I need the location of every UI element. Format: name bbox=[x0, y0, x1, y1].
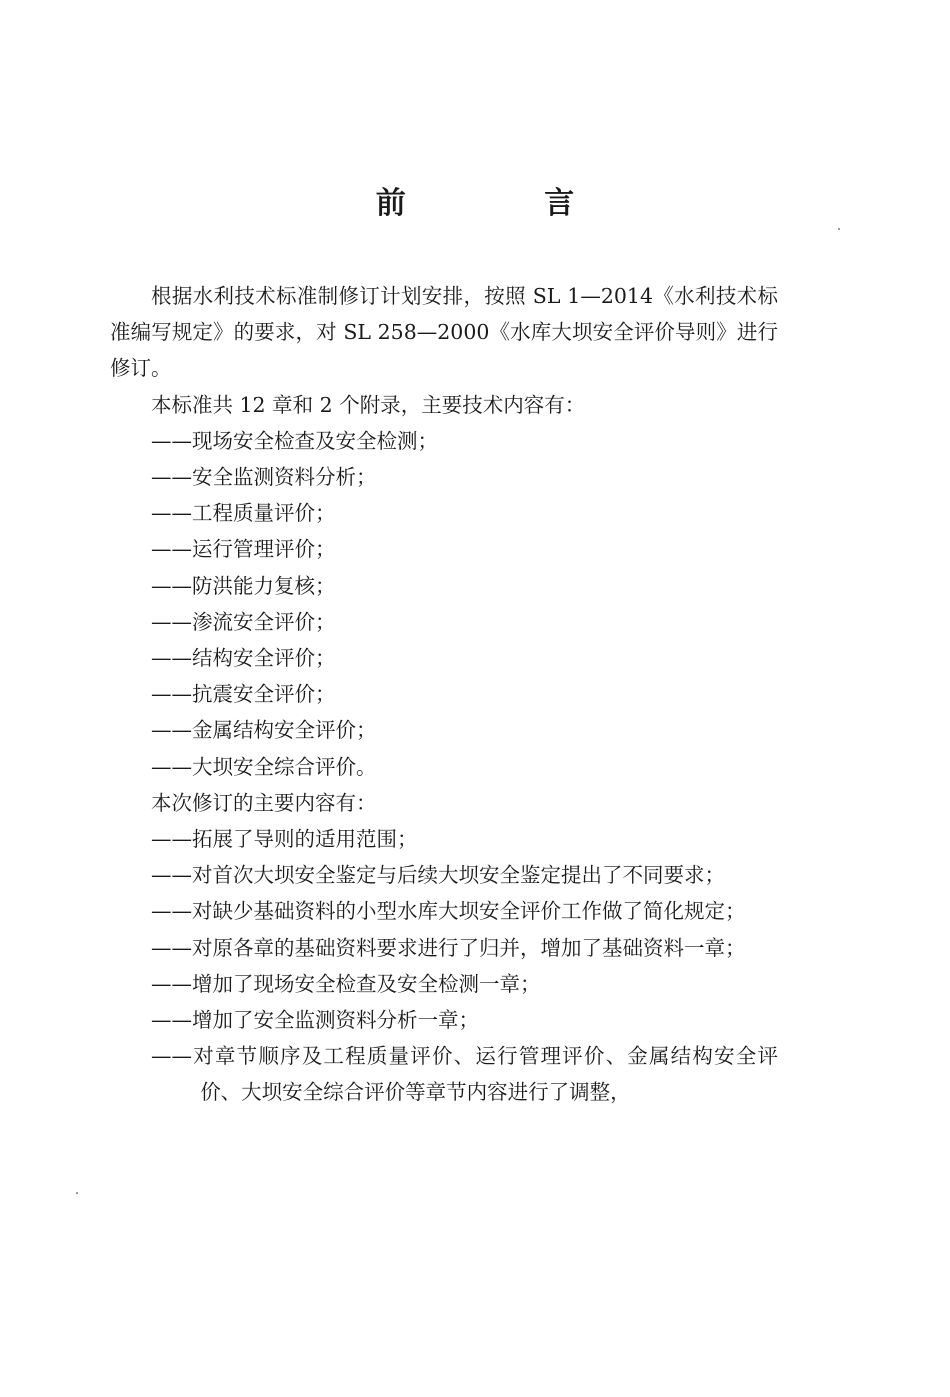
content-item: ——金属结构安全评价； bbox=[151, 718, 377, 743]
content-intro-paragraph: 本标准共 12 章和 2 个附录，主要技术内容有： bbox=[151, 392, 586, 417]
content-item: ——运行管理评价； bbox=[151, 537, 336, 562]
content-item: ——安全监测资料分析； bbox=[151, 465, 377, 490]
scan-speck bbox=[76, 1192, 78, 1194]
page-title: 前 言 bbox=[375, 186, 639, 221]
content-item: ——大坝安全综合评价。 bbox=[151, 754, 377, 779]
content-item: ——渗流安全评价； bbox=[151, 609, 336, 634]
intro-paragraph: 根据水利技术标准制修订计划安排，按照 SL 1—2014《水利技术标准编写规定》的要求，对 SL 258—2000《水库大坝安全评价导则》进行修订。 bbox=[110, 284, 778, 381]
revision-item: ——对首次大坝安全鉴定与后续大坝安全鉴定提出了不同要求； bbox=[151, 863, 725, 888]
revision-intro-paragraph: 本次修订的主要内容有： bbox=[151, 790, 377, 815]
content-item: ——现场安全检查及安全检测； bbox=[151, 428, 438, 453]
content-item: ——抗震安全评价； bbox=[151, 682, 336, 707]
revision-item: ——拓展了导则的适用范围； bbox=[151, 827, 418, 852]
content-item: ——结构安全评价； bbox=[151, 646, 336, 671]
revision-item: ——对原各章的基础资料要求进行了归并，增加了基础资料一章； bbox=[151, 935, 746, 960]
content-item: ——防洪能力复核； bbox=[151, 573, 336, 598]
document-body bbox=[110, 278, 778, 1111]
revision-item: ——对缺少基础资料的小型水库大坝安全评价工作做了简化规定； bbox=[151, 899, 746, 924]
revision-item: ——增加了现场安全检查及安全检测一章； bbox=[151, 971, 541, 996]
content-item: ——工程质量评价； bbox=[151, 501, 336, 526]
revision-item: ——增加了安全监测资料分析一章； bbox=[151, 1008, 479, 1033]
revision-item: ——对章节顺序及工程质量评价、运行管理评价、金属结构安全评价、大坝安全综合评价等章节内容进行了调整， bbox=[151, 1044, 778, 1105]
scan-speck bbox=[838, 228, 840, 230]
